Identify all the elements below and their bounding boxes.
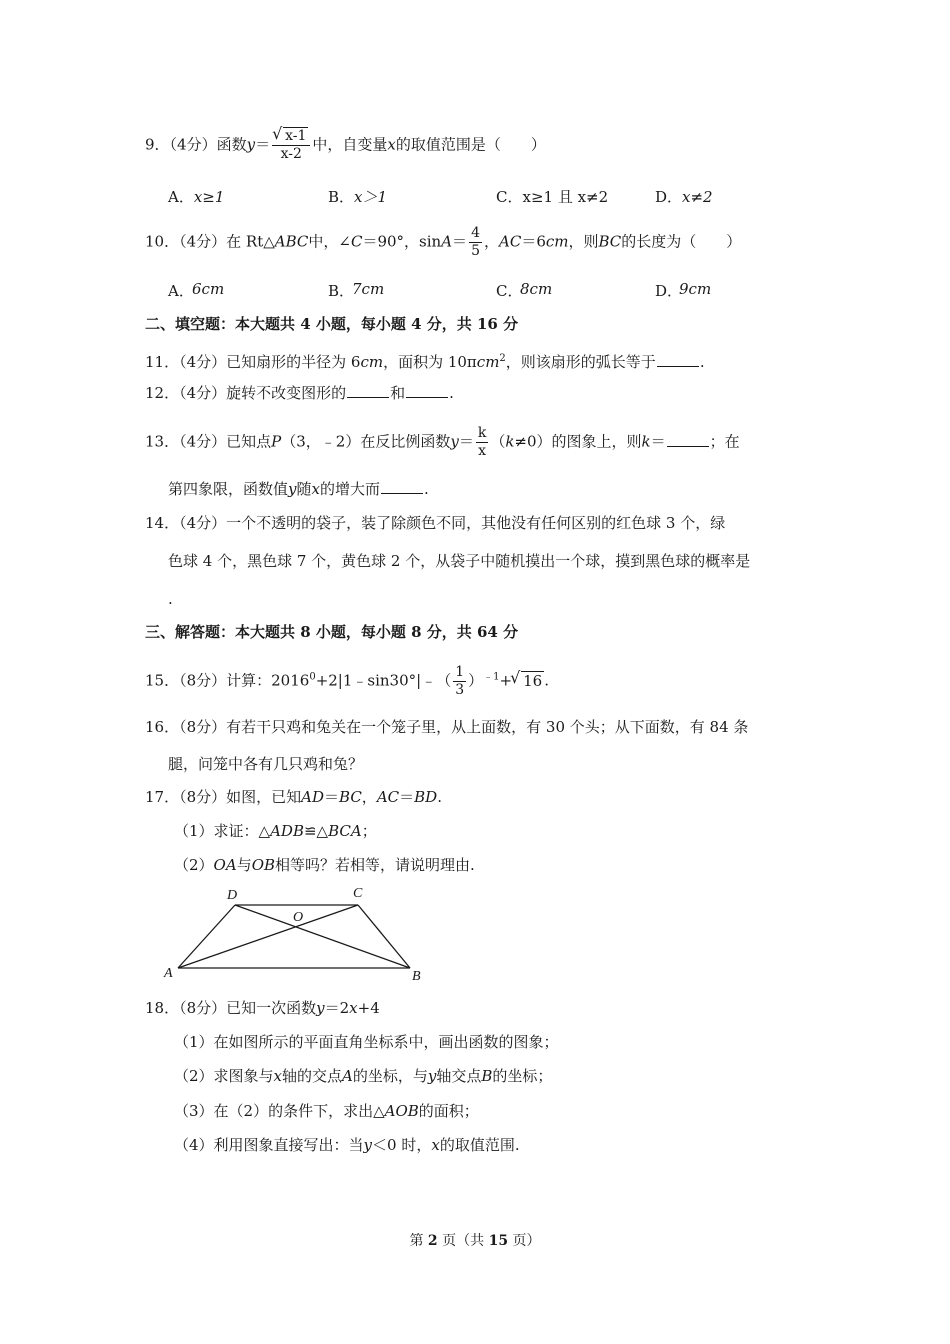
segment-ac xyxy=(178,905,358,968)
question-18: 18．（8分）已知一次函数y＝2x+4 xyxy=(145,999,380,1017)
option-b: B．x＞1 xyxy=(328,188,388,206)
question-14-line-2: 色球 4 个，黑色球 7 个，黄色球 2 个，从袋子中随机摸出一个球，摸到黑色球的概率是 xyxy=(168,552,751,570)
question-18-part-1: （1）在如图所示的平面直角坐标系中，画出函数的图象； xyxy=(174,1033,559,1051)
question-9: 9．（4分）函数y＝ √ $\frac{x-1}{x-2}$ 中，自变量x的取值范围是（ ） xyxy=(145,128,546,163)
page-footer: 第 2 页（共 15 页） xyxy=(409,1233,541,1249)
fraction: $\frac{k}{x}$ xyxy=(477,425,487,459)
section-heading-solutions: 三、解答题：本大题共 8 小题，每小题 8 分，共 64 分 xyxy=(145,623,519,641)
option-c-text: 8cm xyxy=(520,280,553,298)
question-17-part-2: （2）OA与OB相等吗？若相等，请说明理由. xyxy=(174,856,475,874)
question-17-part-1: （1）求证：△ADB≌△BCA； xyxy=(174,822,377,840)
vertex-label-d: D xyxy=(227,888,238,903)
option-a: A． xyxy=(168,282,194,300)
question-10: 10．（4分）在 Rt△ABC中，∠C＝90°，sinA＝ $\frac{4}{5}$ ，AC＝6cm，则BC的长度为（ ） xyxy=(145,225,742,259)
fraction: $\frac{4}{5}$ xyxy=(471,225,480,259)
question-16-line-2: 腿，问笼中各有几只鸡和兔？ xyxy=(168,755,364,773)
option-d: D．x≠2 xyxy=(655,188,713,206)
answer-blank[interactable] xyxy=(347,383,389,398)
answer-blank[interactable] xyxy=(406,383,448,398)
answer-blank[interactable]: . xyxy=(168,590,173,608)
question-14: 14．（4分）一个不透明的袋子，装了除颜色不同，其他没有任何区别的红色球 3 个，绿 xyxy=(145,514,726,532)
option-a: A．x≥1 xyxy=(168,188,225,206)
question-13-line-2: 第四象限，函数值y随x的增大而 . xyxy=(168,480,429,498)
option-c: C． xyxy=(496,282,523,300)
geometry-figure xyxy=(160,880,435,985)
total-pages: 15 xyxy=(488,1233,509,1249)
fraction: √ $\frac{x-1}{x-2}$ xyxy=(272,128,310,163)
option-d-text: 9cm xyxy=(679,280,712,298)
question-18-part-4: （4）利用图象直接写出：当y＜0 时，x的取值范围. xyxy=(174,1136,520,1154)
page-number: 2 xyxy=(427,1233,438,1249)
option-a-text: 6cm xyxy=(192,280,225,298)
vertex-label-o: O xyxy=(293,910,304,925)
question-16: 16．（8分）有若干只鸡和兔关在一个笼子里，从上面数，有 30 个头；从下面数，有 84 条 xyxy=(145,718,749,736)
question-15: 15．（8分）计算：$2016^0+2|1﹣\sin 30^\circ|﹣$（ $\frac{1}{3}$ ）$^{﹣1}$+√ 16 . xyxy=(145,664,549,699)
fraction: $\frac{1}{3}$ xyxy=(455,664,465,698)
question-18-part-3: （3）在（2）的条件下，求出△AOB的面积； xyxy=(174,1102,479,1120)
vertex-label-c: C xyxy=(353,886,363,901)
option-d: D． xyxy=(655,282,683,300)
option-b: B． xyxy=(328,282,355,300)
question-11: 11．（4分）已知扇形的半径为 6cm，面积为 10πcm$^2$，则该扇形的弧长等于 . xyxy=(145,353,705,371)
question-13: 13．（4分）已知点P（3，﹣2）在反比例函数y＝ $\frac{k}{x}$ （k≠0）的图象上，则k＝ ；在 xyxy=(145,425,740,459)
option-b-text: 7cm xyxy=(352,280,385,298)
question-12: 12．（4分）旋转不改变图形的 和 . xyxy=(145,384,454,402)
option-c: C．x≥1 且 x≠2 xyxy=(496,188,609,206)
question-18-part-2: （2）求图象与x轴的交点A的坐标，与y轴交点B的坐标； xyxy=(174,1067,553,1085)
vertex-label-a: A xyxy=(164,966,173,981)
vertex-label-b: B xyxy=(412,969,421,984)
section-heading-fill-in: 二、填空题：本大题共 4 小题，每小题 4 分，共 16 分 xyxy=(145,315,519,333)
square-root: √ 16 xyxy=(512,671,544,691)
answer-blank[interactable] xyxy=(381,479,423,494)
answer-blank[interactable] xyxy=(667,432,709,447)
question-17: 17．（8分）如图，已知AD＝BC，AC＝BD. xyxy=(145,788,442,806)
answer-blank[interactable] xyxy=(657,352,699,367)
